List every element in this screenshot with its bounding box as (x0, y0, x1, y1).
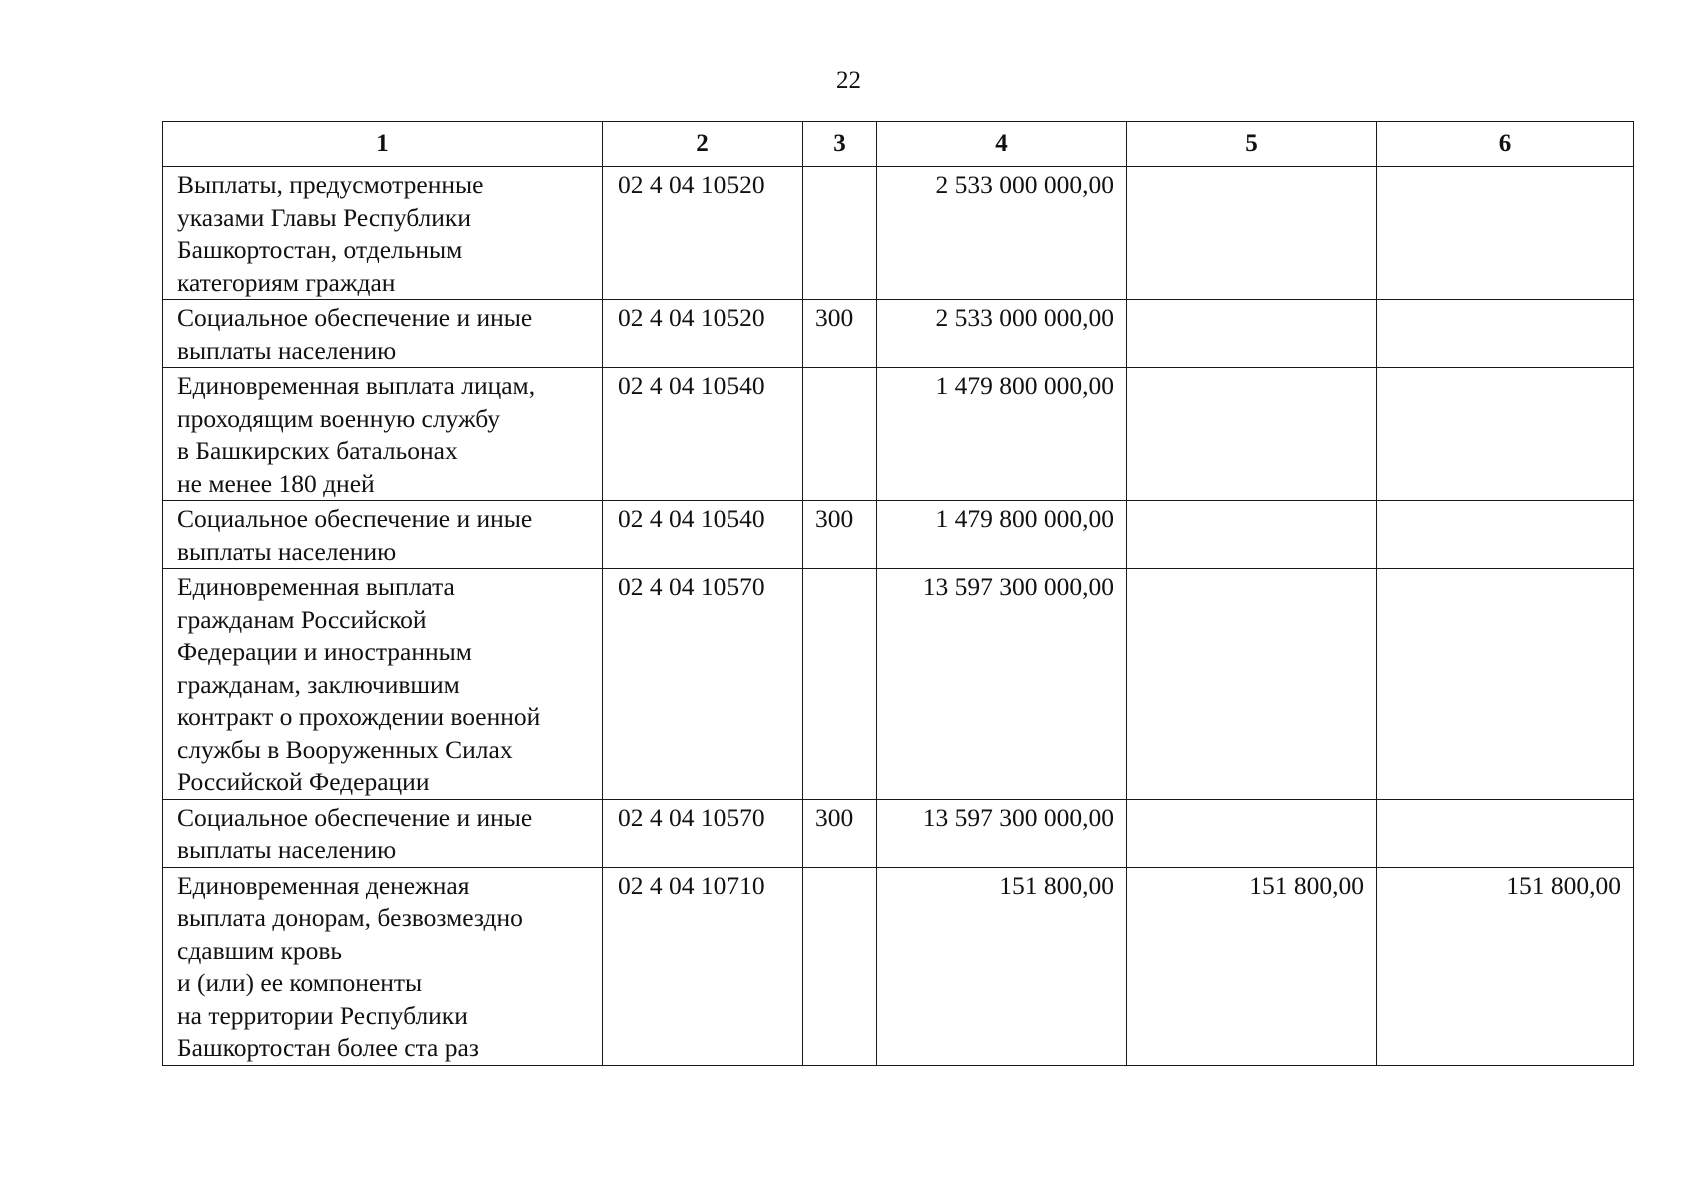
row-code-cell: 02 4 04 10570 (603, 799, 803, 867)
row-name-line: указами Главы Республики (177, 202, 471, 232)
row-code-cell: 02 4 04 10520 (603, 300, 803, 368)
row-amount-6-cell (1377, 368, 1634, 501)
row-amount-5-cell (1127, 167, 1377, 300)
column-header-2: 2 (603, 122, 803, 167)
row-amount-5-cell (1127, 368, 1377, 501)
row-name-line: гражданам, заключившим (177, 669, 460, 699)
row-amount-4-cell: 151 800,00 (877, 867, 1127, 1065)
row-code-cell: 02 4 04 10540 (603, 501, 803, 569)
row-name-cell (163, 368, 603, 501)
row-code-cell: 02 4 04 10710 (603, 867, 803, 1065)
row-name-cell (163, 799, 603, 867)
row-name-line: Единовременная денежная (177, 870, 470, 900)
row-name-line: и (или) ее компоненты (177, 968, 423, 997)
table-row (163, 368, 1634, 501)
row-code-cell: 02 4 04 10540 (603, 368, 803, 501)
row-name-line: Федерации и иностранным (177, 637, 472, 666)
row-code-cell: 02 4 04 10520 (603, 167, 803, 300)
row-name-line: Башкортостан, отдельным (177, 235, 463, 264)
row-name-line: проходящим военную службу (177, 403, 501, 433)
row-name-line: категориям граждан (177, 267, 396, 297)
row-amount-5-cell (1127, 300, 1377, 368)
row-name-line: Башкортостан более ста раз (177, 1033, 479, 1062)
row-amount-4-cell: 13 597 300 000,00 (877, 569, 1127, 800)
row-name-line: на территории Республики (177, 1000, 468, 1030)
row-name-line: контракт о прохождении военной (177, 702, 541, 731)
table-row (163, 569, 1634, 800)
row-amount-5-cell (1127, 569, 1377, 800)
row-name-line: Российской Федерации (177, 767, 430, 796)
table-row (163, 867, 1634, 1065)
row-amount-6-cell (1377, 501, 1634, 569)
row-name-line: Выплаты, предусмотренные (177, 170, 484, 199)
row-name-line: Единовременная выплата (177, 572, 455, 601)
table-header-row (163, 122, 1634, 167)
row-name-cell (163, 501, 603, 569)
row-amount-5-cell (1127, 799, 1377, 867)
budget-table (162, 121, 1634, 1066)
row-type-cell (803, 368, 877, 501)
row-amount-4-cell: 2 533 000 000,00 (877, 300, 1127, 368)
row-name-line: выплаты населению (177, 335, 397, 365)
row-amount-4-cell: 1 479 800 000,00 (877, 368, 1127, 501)
row-amount-4-cell: 1 479 800 000,00 (877, 501, 1127, 569)
column-header-5: 5 (1127, 122, 1377, 167)
column-header-3: 3 (803, 122, 877, 167)
row-amount-6-cell (1377, 569, 1634, 800)
row-name-line: выплата донорам, безвозмездно (177, 903, 523, 932)
row-amount-6-cell (1377, 300, 1634, 368)
row-name-line: гражданам Российской (177, 604, 427, 634)
row-amount-5-cell (1127, 501, 1377, 569)
row-type-cell (803, 569, 877, 800)
column-header-6: 6 (1377, 122, 1634, 167)
row-name-line: Единовременная выплата лицам, (177, 371, 536, 400)
row-type-cell (803, 867, 877, 1065)
column-header-4: 4 (877, 122, 1127, 167)
row-amount-6-cell: 151 800,00 (1377, 867, 1634, 1065)
row-name-line: службы в Вооруженных Силах (177, 734, 513, 764)
row-name-cell (163, 300, 603, 368)
page-number: 22 (836, 67, 861, 94)
row-name-line: выплаты населению (177, 835, 397, 864)
row-name-line: Социальное обеспечение и иные (177, 504, 533, 533)
row-type-cell (803, 167, 877, 300)
row-name-line: Социальное обеспечение и иные (177, 802, 533, 832)
row-name-cell (163, 867, 603, 1065)
row-amount-4-cell: 2 533 000 000,00 (877, 167, 1127, 300)
row-type-cell: 300 (803, 501, 877, 569)
row-amount-5-cell: 151 800,00 (1127, 867, 1377, 1065)
row-amount-6-cell (1377, 799, 1634, 867)
table-row (163, 799, 1634, 867)
table-row (163, 300, 1634, 368)
row-amount-4-cell: 13 597 300 000,00 (877, 799, 1127, 867)
row-name-line: сдавшим кровь (177, 935, 343, 965)
row-name-cell (163, 569, 603, 800)
row-name-line: в Башкирских батальонах (177, 436, 458, 465)
row-name-line: Социальное обеспечение и иные (177, 303, 533, 332)
table-row (163, 501, 1634, 569)
row-code-cell: 02 4 04 10570 (603, 569, 803, 800)
row-name-line: не менее 180 дней (177, 468, 375, 498)
row-name-cell (163, 167, 603, 300)
row-name-line: выплаты населению (177, 536, 397, 566)
row-type-cell: 300 (803, 300, 877, 368)
column-header-1: 1 (163, 122, 603, 167)
table-row (163, 167, 1634, 300)
row-type-cell: 300 (803, 799, 877, 867)
row-amount-6-cell (1377, 167, 1634, 300)
table-body (163, 167, 1634, 1066)
